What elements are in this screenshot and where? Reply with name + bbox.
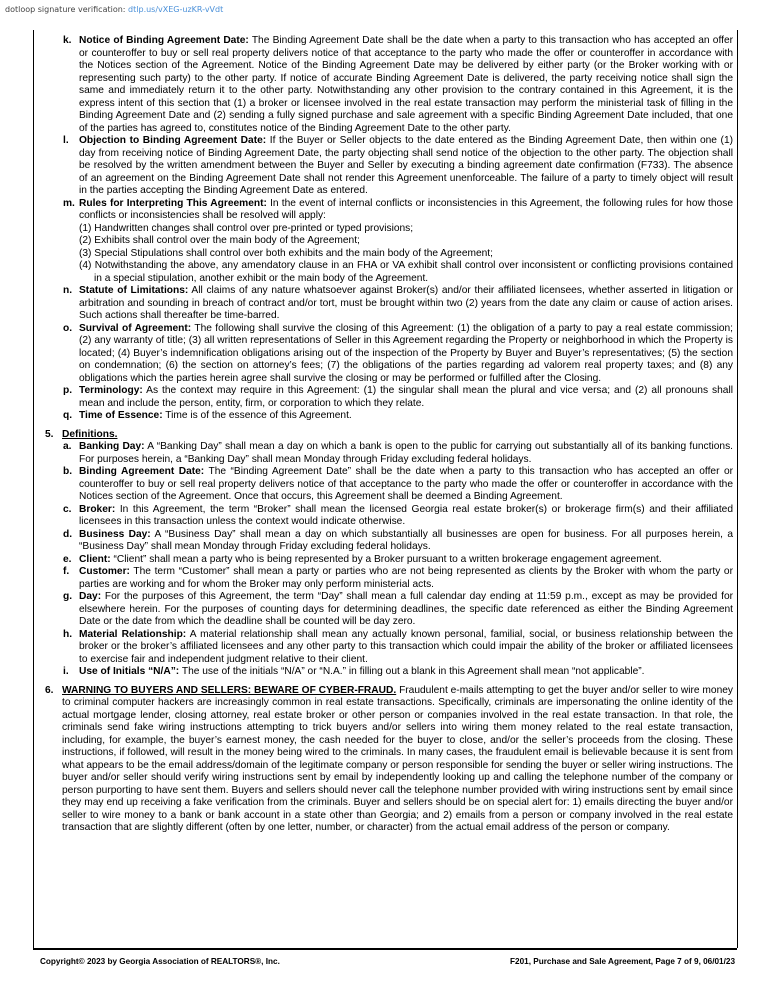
section-5-items [40,441,733,679]
cyber-fraud-warning-title: WARNING TO BUYERS AND SELLERS: BEWARE OF CYBER-FRAUD. [62,684,397,696]
clause-label: a. [63,441,72,452]
footer-rule [33,948,737,950]
clause-label: f. [63,566,70,577]
rule-item [40,223,733,236]
footer-copyright: Copyright© 2023 by Georgia Association of REALTORS®, Inc. [40,957,280,966]
rule-text: (3) Special Stipulations shall control over both exhibits and the main body of the Agreement; [79,247,493,259]
clause-item [40,504,733,529]
rule-text: (1) Handwritten changes shall control over pre-printed or typed provisions; [79,222,414,234]
clause-title: Use of Initials “N/A”: [79,666,180,677]
clause-title: Banking Day: [79,441,145,452]
rule-text: (2) Exhibits shall control over the main body of the Agreement; [79,235,360,246]
clause-label: o. [63,322,73,334]
signature-verification [5,5,223,14]
clause-item [40,529,733,554]
clause-item [40,285,733,323]
clause-text: In the event of internal conflicts or inconsistencies in this Agreement, the following rules for how those conflicts or inconsistencies shall be resolved will apply: [79,197,733,221]
clause-text: “Client” shall mean a party who is being represented by a Broker pursuant to a written brokerage engagement agreement. [110,553,662,565]
section-5-heading [40,429,733,442]
clause-title: Terminology: [79,385,143,396]
clause-item [40,441,733,466]
clause-label: e. [63,553,72,565]
clause-item [40,35,733,135]
clause-text: The “Binding Agreement Date” shall be the date when a party to this transaction who has accepted an offer or counteroffer to buy or sell real property delivers notice of that acceptance to the party who made the offer or counteroffer in accordance with the Notices section of the Agreement. Once that occurs, this Agreement shall be deemed a Binding Agreement. [79,466,733,502]
clause-item [40,554,733,567]
clause-item [40,135,733,198]
clause-text: A material relationship shall mean any actually known personal, familial, social, or business relationship between the broker or the broker’s affiliated licensees and any other party to this transaction which could impair the ability of the broker or affiliated licensees to exercise fair and independent judgment relative to their client. [79,628,733,665]
footer-form-info: F201, Purchase and Sale Agreement, Page 7 of 9, 06/01/23 [510,957,735,966]
clause-label: b. [63,466,73,477]
rule-text: (4) Notwithstanding the above, any amendatory clause in an FHA or VA exhibit shall control over inconsistent or conflicting provisions contained in a special stipulation, another exhibit or the main body of the Agreement. [79,260,733,284]
clause-title: Statute of Limitations: [79,285,189,296]
clause-item [40,385,733,410]
clause-label: q. [63,410,73,421]
clause-title: Notice of Binding Agreement Date: [79,35,249,46]
section-number: 5. [45,428,54,440]
verification-link[interactable]: dtlp.us/vXEG-uzKR-vVdt [128,5,224,14]
clause-text: The use of the initials “N/A” or “N.A.” in filling out a blank in this Agreement shall mean “not applicable”. [179,666,645,677]
clause-text: Time is of the essence of this Agreement. [162,410,352,421]
rule-item [40,235,733,248]
clause-text: A “Banking Day” shall mean a day on which a bank is open to the public for carrying out substantially all of its banking functions. For purposes herein, a “Banking Day” shall mean Monday through Friday excluding federal holidays. [79,441,733,465]
clause-text: The term “Customer” shall mean a party or parties who are not being represented as clients by the Broker with whom the party or parties are working and for whom the Broker may only perform ministerial acts. [79,566,733,590]
clause-label: g. [63,591,73,602]
clause-title: Survival of Agreement: [79,322,192,334]
clause-text: If the Buyer or Seller objects to the date entered as the Binding Agreement Date, then within one (1) day from receiving notice of Binding Agreement Date, the party objecting shall send notice of the objection to the other party. The objection shall be resolved by the written amendment between the Buyer and Seller by executing a binding agreement date confirmation (F733). The absence of an agreement on the Binding Agreement Date shall not render this Agreement unenforceable. The failure of a party to timely object will result in the parties accepting the Binding Agreement Date as entered. [79,135,734,196]
clause-label: d. [63,528,73,540]
clause-title: Rules for Interpreting This Agreement: [79,197,267,209]
section-4-items [40,35,733,423]
clause-title: Client: [79,553,111,565]
clause-title: Objection to Binding Agreement Date: [79,135,267,146]
clause-title: Customer: [79,566,130,577]
clause-item [40,198,733,223]
clause-item [40,629,733,667]
clause-text: In this Agreement, the term “Broker” shall mean the licensed Georgia real estate broker(s) or brokerage firm(s) and their affiliated licensees in this transaction unless the context would indicate otherwise. [79,503,733,527]
cyber-fraud-warning-text: Fraudulent e-mails attempting to get the buyer and/or seller to wire money to criminal computer hackers are increasingly common in real estate transactions. Specifically, criminals are impersonating the online identity of the actual mortgage lender, closing attorney, real estate broker or other person or companies involved in the real estate transaction. In that role, the criminals send fake wiring instructions attempting to trick buyers and/or sellers into wiring them money related to the real estate transaction, including, for example, the buyer’s earnest money, the cash needed for the buyer to close, and/or the seller’s proceeds from the closing. These instructions, if followed, will result in the money being wired to the criminals. In many cases, the fraudulent email is believable because it is sent from what appears to be the email address/domain of the legitimate company or person responsible for sending the buyer or seller wiring instructions. The buyer and/or seller should verify wiring instructions sent by email by independently looking up and calling the telephone number of the company or person purporting to have sent them. Buyers and sellers should never call the telephone number provided with wiring instructions sent by email since they may end up receiving a fake verification from the criminals. Buyer and sellers should be on special alert for: 1) emails directing the buyer and/or seller to wire money to a bank or bank account in a state other than Georgia; and 2) emails from a person or company involved in the real estate transaction that are slightly different (often by one letter, number, or character) from the actual email address of the person or company. [62,684,734,833]
document-body [40,35,733,835]
clause-text: For the purposes of this Agreement, the term “Day” shall mean a full calendar day ending at 11:59 p.m., except as may be provided for elsewhere herein. For the purposes of counting days for determining deadlines, the specific date referenced as either the Binding Agreement Date or the date from which the deadline shall be counted will be day zero. [79,591,733,627]
clause-text: A “Business Day” shall mean a day on which substantially all businesses are open for business. For all purposes herein, a “Business Day” shall mean Monday through Friday excluding federal holidays. [79,528,733,552]
clause-item [40,591,733,629]
clause-title: Binding Agreement Date: [79,466,205,477]
clause-label: c. [63,503,72,515]
verification-label: dotloop signature verification: [5,5,126,14]
clause-label: h. [63,628,73,640]
clause-text: All claims of any nature whatsoever against Broker(s) and/or their affiliated licensees, whether asserted in litigation or arbitration and sounding in breach of contract and/or tort, must be brought within two (2) years from the date any claim or cause of action arises. Such actions shall thereafter be time-barred. [79,285,733,321]
clause-item [40,410,733,423]
clause-item [40,323,733,386]
clause-title: Broker: [79,503,116,515]
clause-text: As the context may require in this Agreement: (1) the singular shall mean the plural and vice versa; and (2) all pronouns shall mean and include the person, entity, firm, or corporation to which they relate. [79,385,733,409]
section-title: Definitions. [62,428,118,440]
clause-label: k. [63,35,72,46]
clause-label: p. [63,385,73,396]
clause-text: The Binding Agreement Date shall be the date when a party to this transaction who has accepted an offer or counteroffer to buy or sell real property delivers notice of that acceptance to the party who made the offer or counteroffer in accordance with the Notices section of the Agreement. Notice of the Binding Agreement Date may be delivered by either party (or the Broker working with or representing such party) to the other party. If notice of accurate Binding Agreement Date is delivered, the party receiving notice shall sign the same and immediately return it to the other party. Notwithstanding any other provision to the contrary contained in this Agreement, it is the express intent of this section that (1) a broker or licensee involved in the real estate transaction may perform the ministerial task of filling in the Binding Agreement Date and (2) sending a fully signed purchase and sale agreement with a specific Binding Agreement Date included, that one of the parties has agreed to, constitutes notice of the Binding Agreement Date to the other party. [79,35,734,134]
clause-item [40,666,733,679]
clause-title: Time of Essence: [79,410,163,421]
clause-item [40,566,733,591]
clause-item [40,466,733,504]
clause-label: i. [63,666,69,677]
clause-label: n. [63,285,73,296]
section-6 [40,685,733,835]
clause-label: l. [63,135,69,146]
rule-item [40,260,733,285]
rule-item [40,248,733,261]
clause-title: Material Relationship: [79,628,187,640]
clause-title: Day: [79,591,102,602]
section-number: 6. [45,684,54,696]
clause-title: Business Day: [79,528,151,540]
clause-label: m. [63,197,75,209]
clause-text: The following shall survive the closing of this Agreement: (1) the obligation of a party to pay a real estate commission; (2) any warranty of title; (3) all written representations of Seller in this Agreement regarding the Property or neighborhood in which the Property is located; (4) Buyer’s indemnification obligations arising out of the inspection of the Property by Buyer and Buyer’s representatives; (5) the section on condemnation; (6) the section on attorney’s fees; (7) the obligations of the parties regarding ad valorem real property taxes; and (8) any obligations which the parties herein agree shall survive the closing or may be performed or fulfilled after the Closing. [79,322,733,384]
